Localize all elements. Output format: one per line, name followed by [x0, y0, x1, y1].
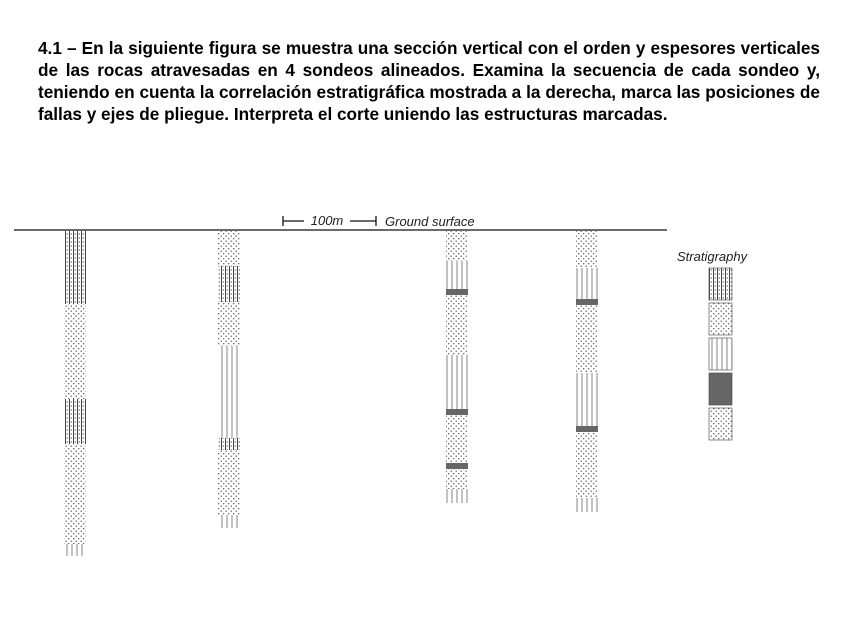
- scale-label: 100m: [310, 213, 344, 228]
- borehole-4-layer-6: [576, 426, 598, 432]
- legend-unit-1: [709, 268, 732, 300]
- borehole-4-layer-4: [576, 305, 598, 373]
- borehole-4: [576, 231, 598, 512]
- borehole-4-layer-2: [576, 268, 598, 299]
- legend-unit-2: [709, 303, 732, 335]
- borehole-2-layer-5: [218, 438, 240, 450]
- borehole-1-layer-2: [64, 304, 86, 399]
- borehole-3: [446, 231, 468, 503]
- legend-unit-3: [709, 338, 732, 370]
- borehole-4-layer-8: [576, 498, 598, 512]
- boreholes: [64, 231, 598, 556]
- problem-statement: 4.1 – En la siguiente figura se muestra una sección vertical con el orden y espesores verticales de las rocas atravesadas en 4 sondeos alineados. Examina la secuencia de cada sondeo y, teniendo en cuenta la correlación estratigráfica mostrada a la derecha, marca las posiciones de fallas y ejes de pliegue. Interpreta el corte uniendo las estructuras marcadas.: [38, 38, 820, 124]
- borehole-2-layer-7: [218, 515, 240, 528]
- borehole-4-layer-1: [576, 231, 598, 268]
- borehole-3-layer-3: [446, 289, 468, 295]
- borehole-1-layer-4: [64, 444, 86, 544]
- ground-surface-label: Ground surface: [385, 214, 475, 229]
- borehole-3-layer-6: [446, 409, 468, 415]
- borehole-3-layer-1: [446, 231, 468, 261]
- borehole-2: [218, 231, 240, 528]
- legend-unit-4: [709, 373, 732, 405]
- borehole-3-layer-9: [446, 469, 468, 489]
- borehole-2-layer-3: [218, 302, 240, 346]
- borehole-4-layer-7: [576, 432, 598, 498]
- borehole-2-layer-4: [218, 346, 240, 438]
- borehole-3-layer-5: [446, 355, 468, 409]
- borehole-3-layer-8: [446, 463, 468, 469]
- borehole-1-layer-1: [64, 231, 86, 304]
- legend-unit-5: [709, 408, 732, 440]
- borehole-3-layer-10: [446, 489, 468, 503]
- borehole-3-layer-7: [446, 415, 468, 463]
- borehole-2-layer-1: [218, 231, 240, 266]
- borehole-1: [64, 231, 86, 556]
- stratigraphy-legend: [709, 268, 732, 440]
- scale-bar: [283, 213, 376, 228]
- borehole-1-layer-5: [64, 544, 86, 556]
- borehole-4-layer-3: [576, 299, 598, 305]
- stratigraphy-title: Stratigraphy: [677, 249, 748, 264]
- borehole-2-layer-2: [218, 266, 240, 302]
- borehole-3-layer-2: [446, 261, 468, 289]
- borehole-4-layer-5: [576, 373, 598, 426]
- borehole-2-layer-6: [218, 450, 240, 515]
- borehole-1-layer-3: [64, 399, 86, 444]
- borehole-3-layer-4: [446, 295, 468, 355]
